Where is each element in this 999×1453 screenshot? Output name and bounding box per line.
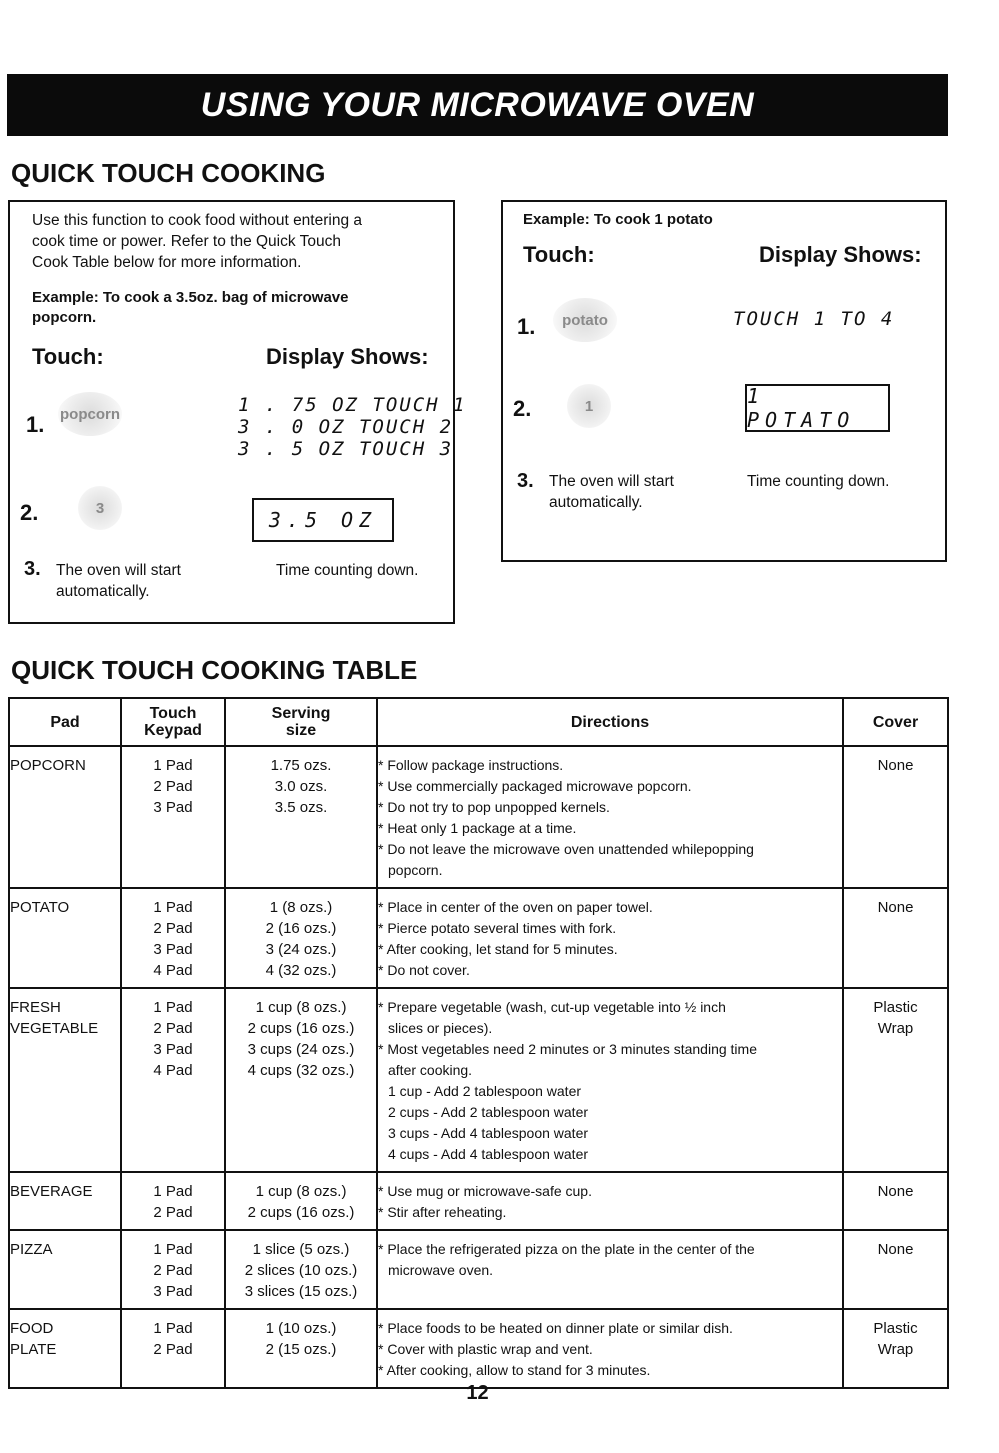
step3-line: The oven will start <box>56 562 181 579</box>
cell-line: 4 cups (32 ozs.) <box>247 1062 355 1079</box>
cell-pad <box>9 1230 121 1309</box>
table-row <box>9 988 948 1172</box>
cell-line: 2 Pad <box>153 1020 193 1037</box>
cell-line: PLATE <box>10 1341 57 1358</box>
cell-line: 3 (24 ozs.) <box>265 941 337 958</box>
step3-line: automatically. <box>56 583 150 600</box>
cell-line: * Cover with plastic wrap and vent. <box>378 1341 593 1357</box>
cell-line: 2 cups - Add 2 tablespoon water <box>388 1104 589 1120</box>
column-header-touch-keypad <box>121 698 225 746</box>
cell-line: 2 cups (16 ozs.) <box>247 1204 355 1221</box>
cell-line: 2 slices (10 ozs.) <box>244 1262 358 1279</box>
cell-line: after cooking. <box>388 1062 473 1078</box>
cell-line: BEVERAGE <box>10 1183 93 1200</box>
cell-serving-size <box>225 746 377 888</box>
cell-directions <box>377 988 843 1172</box>
cell-cover <box>843 988 948 1172</box>
cell-directions <box>377 1172 843 1230</box>
cell-serving-size <box>225 1172 377 1230</box>
cell-line: * Place foods to be heated on dinner plate or similar dish. <box>378 1320 733 1336</box>
cell-line: 4 cups - Add 4 tablespoon water <box>388 1146 589 1162</box>
cell-directions <box>377 746 843 888</box>
step3-line: automatically. <box>549 494 643 511</box>
cell-line: 1 Pad <box>153 899 193 916</box>
quick-touch-cooking-table <box>8 697 949 1389</box>
popcorn-pad-button[interactable]: popcorn <box>58 392 122 436</box>
display-line: 1 . 75 OZ TOUCH 1 <box>238 394 467 416</box>
cell-line: 1 (8 ozs.) <box>269 899 333 916</box>
cell-line: None <box>877 1183 914 1200</box>
column-header-pad: Pad <box>9 698 121 746</box>
cell-cover <box>843 1309 948 1388</box>
cell-line: * Use commercially packaged microwave popcorn. <box>378 778 692 794</box>
touch-label: Touch: <box>523 242 595 267</box>
cell-line: 2 (16 ozs.) <box>265 920 337 937</box>
cell-line: * Stir after reheating. <box>378 1204 507 1220</box>
intro-text <box>32 210 452 273</box>
display-readout <box>238 394 466 460</box>
potato-example-box <box>501 200 947 562</box>
cell-line: None <box>877 899 914 916</box>
number-1-pad-button[interactable]: 1 <box>567 384 611 428</box>
cell-line: 2 Pad <box>153 1204 193 1221</box>
cell-line: * Do not cover. <box>378 962 470 978</box>
cell-line: 3.5 ozs. <box>274 799 328 816</box>
column-header-directions: Directions <box>377 698 843 746</box>
cell-line: None <box>877 1241 914 1258</box>
cell-line: * After cooking, let stand for 5 minutes. <box>378 941 618 957</box>
cell-line: 3 cups (24 ozs.) <box>247 1041 355 1058</box>
cell-line: 1 Pad <box>153 1241 193 1258</box>
display-screen: 1 POTATO <box>745 384 890 432</box>
step3-text <box>549 471 674 513</box>
example-heading: Example: To cook 1 potato <box>523 211 713 228</box>
header-line: Serving <box>271 705 331 722</box>
cell-directions <box>377 1230 843 1309</box>
cell-line: slices or pieces). <box>388 1020 493 1036</box>
cell-pad <box>9 746 121 888</box>
cell-line: 3 cups - Add 4 tablespoon water <box>388 1125 589 1141</box>
cell-line: 1 (10 ozs.) <box>265 1320 337 1337</box>
cell-line: Wrap <box>877 1020 914 1037</box>
cell-line: VEGETABLE <box>10 1020 99 1037</box>
cell-directions <box>377 1309 843 1388</box>
cell-line: 3 Pad <box>153 941 193 958</box>
step-number: 3. <box>517 470 534 492</box>
cell-line: FOOD <box>10 1320 54 1337</box>
display-line: 3 . 5 OZ TOUCH 3 <box>238 438 454 460</box>
step3-text <box>56 560 181 602</box>
step3-display-text: Time counting down. <box>747 473 890 490</box>
table-row <box>9 1230 948 1309</box>
page-banner <box>7 74 948 136</box>
cell-line: 1 cup (8 ozs.) <box>255 1183 347 1200</box>
display-readout: TOUCH 1 TO 4 <box>733 308 895 330</box>
potato-pad-button[interactable]: potato <box>553 298 617 342</box>
cell-cover <box>843 1172 948 1230</box>
step-number: 3. <box>24 558 41 580</box>
cell-line: * Do not try to pop unpopped kernels. <box>378 799 610 815</box>
table-row <box>9 746 948 888</box>
cell-line: * After cooking, allow to stand for 3 minutes. <box>378 1362 651 1378</box>
cell-line: 2 Pad <box>153 920 193 937</box>
cell-cover <box>843 888 948 988</box>
display-shows-label: Display Shows: <box>266 344 429 369</box>
cell-line: 3.0 ozs. <box>274 778 328 795</box>
cell-line: * Prepare vegetable (wash, cut-up vegetable into ½ inch <box>378 999 726 1015</box>
cell-serving-size <box>225 888 377 988</box>
table-row <box>9 1309 948 1388</box>
display-line: 3 . 0 OZ TOUCH 2 <box>238 416 454 438</box>
cell-serving-size <box>225 1309 377 1388</box>
cell-serving-size <box>225 988 377 1172</box>
cell-line: 2 Pad <box>153 778 193 795</box>
cell-line: 1 slice (5 ozs.) <box>252 1241 350 1258</box>
example-heading <box>32 288 348 328</box>
cell-line: 4 Pad <box>153 962 193 979</box>
cell-line: Plastic <box>873 1320 918 1337</box>
cell-line: * Do not leave the microwave oven unattended whilepopping <box>378 841 754 857</box>
cell-line: popcorn. <box>388 862 443 878</box>
cell-line: 3 Pad <box>153 1041 193 1058</box>
intro-line: cook time or power. Refer to the Quick Touch <box>32 233 342 250</box>
cell-directions <box>377 888 843 988</box>
header-line: Touch <box>149 705 197 722</box>
cell-line: 3 Pad <box>153 799 193 816</box>
example-line: Example: To cook a 3.5oz. bag of microwave <box>32 289 349 306</box>
cell-line: 2 (15 ozs.) <box>265 1341 337 1358</box>
cell-touch-keypad <box>121 1309 225 1388</box>
cell-line: 2 cups (16 ozs.) <box>247 1020 355 1037</box>
cell-touch-keypad <box>121 988 225 1172</box>
number-3-pad-button[interactable]: 3 <box>78 486 122 530</box>
cell-line: 1.75 ozs. <box>270 757 332 774</box>
cell-line: PIZZA <box>10 1241 53 1258</box>
table-header-row <box>9 698 948 746</box>
cell-line: * Place in center of the oven on paper towel. <box>378 899 653 915</box>
popcorn-example-box <box>8 200 467 624</box>
step-number: 1. <box>517 314 536 339</box>
cell-line: 1 Pad <box>153 999 193 1016</box>
cell-line: None <box>877 757 914 774</box>
cell-line: POTATO <box>10 899 70 916</box>
intro-line: Cook Table below for more information. <box>32 254 302 271</box>
cell-line: FRESH <box>10 999 61 1016</box>
cell-pad <box>9 1172 121 1230</box>
cell-line: * Follow package instructions. <box>378 757 564 773</box>
cell-line: 4 (32 ozs.) <box>265 962 337 979</box>
cell-cover <box>843 1230 948 1309</box>
table-row <box>9 1172 948 1230</box>
cell-line: * Place the refrigerated pizza on the plate in the center of the <box>378 1241 755 1257</box>
banner-title: USING YOUR MICROWAVE OVEN <box>200 85 755 124</box>
cell-touch-keypad <box>121 888 225 988</box>
cell-touch-keypad <box>121 1230 225 1309</box>
cell-line: 1 Pad <box>153 1183 193 1200</box>
step-number: 1. <box>26 412 45 437</box>
header-line: Keypad <box>144 722 202 739</box>
cell-line: * Most vegetables need 2 minutes or 3 minutes standing time <box>378 1041 757 1057</box>
cell-line: 1 cup (8 ozs.) <box>255 999 347 1016</box>
cell-line: 1 Pad <box>153 1320 193 1337</box>
cell-line: 4 Pad <box>153 1062 193 1079</box>
cell-line: 1 Pad <box>153 757 193 774</box>
display-shows-label: Display Shows: <box>759 242 922 267</box>
cell-line: * Use mug or microwave-safe cup. <box>378 1183 592 1199</box>
cell-touch-keypad <box>121 1172 225 1230</box>
cell-serving-size <box>225 1230 377 1309</box>
cell-line: 3 Pad <box>153 1283 193 1300</box>
cell-line: 3 slices (15 ozs.) <box>244 1283 358 1300</box>
cell-line: * Pierce potato several times with fork. <box>378 920 617 936</box>
cell-cover <box>843 746 948 888</box>
touch-label: Touch: <box>32 344 104 369</box>
step3-line: The oven will start <box>549 473 674 490</box>
display-screen: 3.5 OZ <box>252 498 394 542</box>
step3-display-text: Time counting down. <box>276 562 419 579</box>
section-title-quick-touch: QUICK TOUCH COOKING <box>11 158 326 188</box>
cell-pad <box>9 1309 121 1388</box>
column-header-cover: Cover <box>843 698 948 746</box>
table-row <box>9 888 948 988</box>
step-number: 2. <box>20 500 39 525</box>
cell-line: 1 cup - Add 2 tablespoon water <box>388 1083 582 1099</box>
cell-line: Wrap <box>877 1341 914 1358</box>
cell-line: POPCORN <box>10 757 86 774</box>
column-header-serving-size <box>225 698 377 746</box>
cell-line: 2 Pad <box>153 1262 193 1279</box>
cell-line: * Heat only 1 package at a time. <box>378 820 577 836</box>
cell-line: microwave oven. <box>388 1262 494 1278</box>
cell-pad <box>9 988 121 1172</box>
page-number: 12 <box>466 1382 489 1404</box>
header-line: size <box>285 722 317 739</box>
cell-touch-keypad <box>121 746 225 888</box>
cell-line: Plastic <box>873 999 918 1016</box>
cell-pad <box>9 888 121 988</box>
example-line: popcorn. <box>32 309 97 326</box>
step-number: 2. <box>513 396 532 421</box>
intro-line: Use this function to cook food without entering a <box>32 212 363 229</box>
section-title-cooking-table: QUICK TOUCH COOKING TABLE <box>11 655 418 685</box>
cell-line: 2 Pad <box>153 1341 193 1358</box>
